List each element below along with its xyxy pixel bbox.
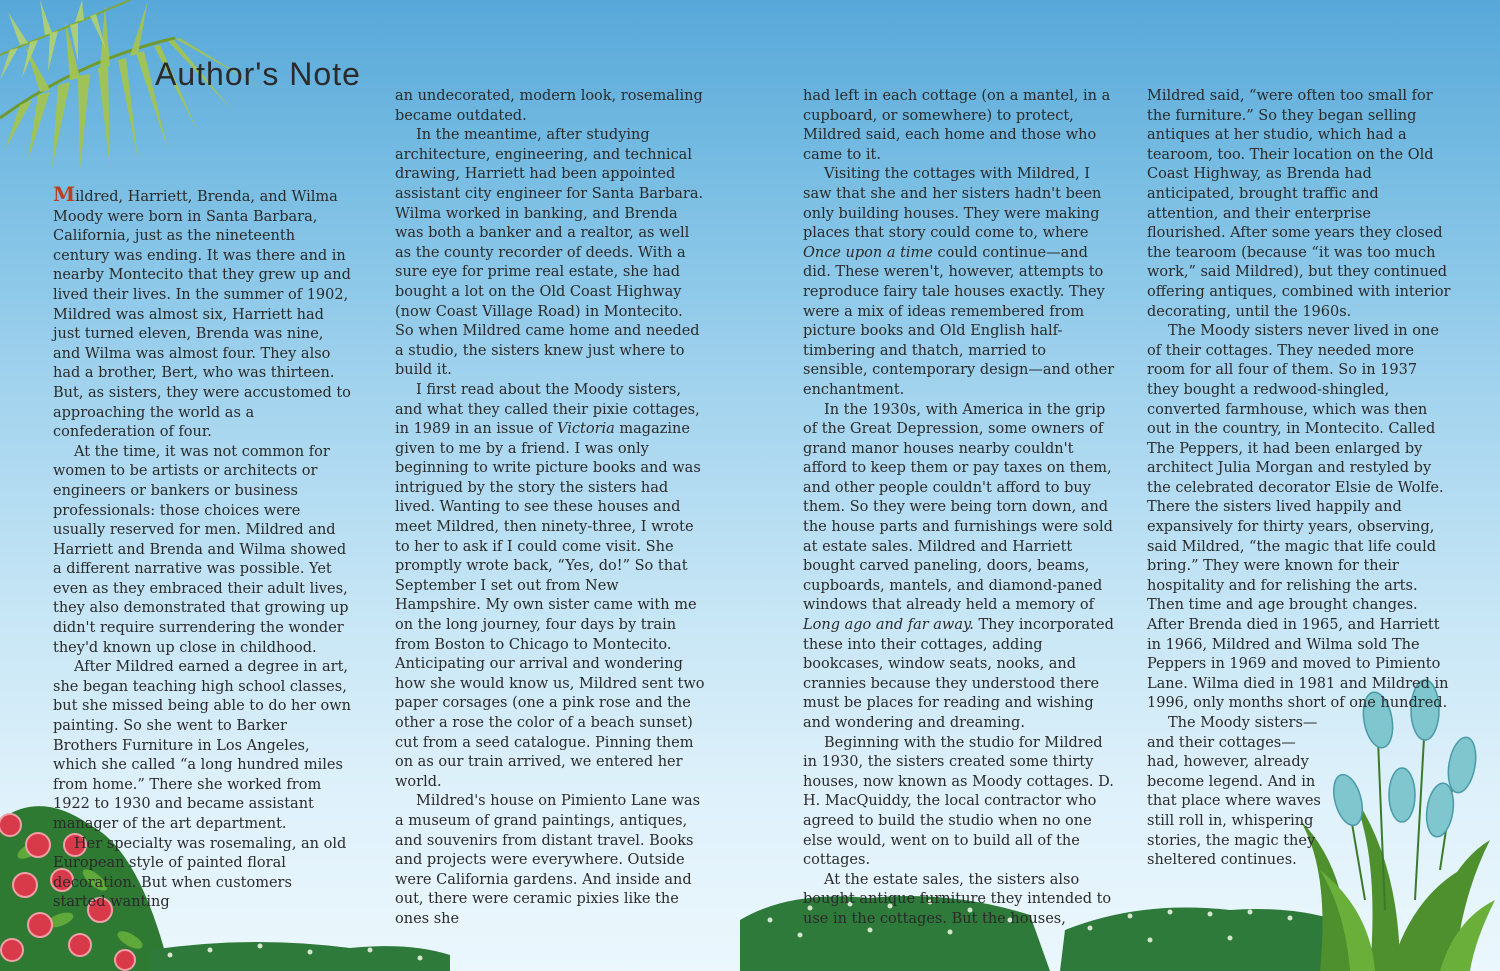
paragraph (395, 381, 705, 792)
text-column-2 (395, 87, 705, 930)
paragraph: had left in each cottage (on a mantel, in a cupboard, or somewhere) to protect, Mildred said, each home and those who came to it. (803, 88, 1111, 163)
paragraph: an undecorated, modern look, rosemaling became outdated. (395, 88, 703, 124)
magazine-title: Victoria (557, 421, 615, 438)
paragraph: Mildred's house on Pimiento Lane was a museum of grand paintings, antiques, and souvenirs from distant travel. Books and projects were everywhere. Outside were California gardens. And inside and out, there were ceramic pixies like the ones she (395, 793, 701, 927)
paragraph-text: In the 1930s, with America in the grip of the Great Depression, some owners of grand manor houses nearby couldn't afford to keep them or pay taxes on them, and other people couldn't afford to buy them. So they were being torn down, and the house parts and furnishings were sold at estate sales. Mildred and Harriett bought carved paneling, doors, beams, cupboards, mantels, and diamond-paned windows that already held a memory of (803, 401, 1113, 614)
paragraph: Beginning with the studio for Mildred in 1930, the sisters created some thirty houses, now known as Moody cottages. D. H. MacQuiddy, the local contractor who agreed to build the studio when no one else would, went on to build all of the cottages. (803, 734, 1114, 869)
paragraph-text: could continue—and did. These weren't, however, attempts to reproduce fairy tale houses exactly. They were a mix of ideas remembered from picture books and Old English half-timbering and thatch, married to sensible, contemporary design—and other enchantment. (803, 244, 1115, 398)
paragraph: In the meantime, after studying architecture, engineering, and technical drawing, Harriett had been appointed assistant city engineer for Santa Barbara. Wilma worked in banking, and Brenda was both a banker and a realtor, as well as the county recorder of deeds. With a sure eye for prime real estate, she had bought a lot on the Old Coast Highway (now Coast Village Road) in Montecito. So when Mildred came home and needed a studio, the sisters knew just where to build it. (395, 127, 704, 379)
text-column-1 (53, 182, 353, 913)
paragraph-text: They incorporated these into their cottages, adding bookcases, window seats, nooks, and crannies because they understood there must be places for reading and wishing and wondering and dreaming. (803, 617, 1114, 731)
paragraph: After Mildred earned a degree in art, she began teaching high school classes, but she missed being able to do her own painting. So she went to Barker Brothers Furniture in Los Angeles, which she called “a long hundred miles from home.” There she worked from 1922 to 1930 and became assistant manager of the art department. (53, 659, 351, 832)
paragraph (803, 401, 1115, 734)
italic-phrase: Long ago and far away. (803, 617, 974, 634)
drop-cap: M (53, 182, 76, 206)
paragraph: At the time, it was not common for women to be artists or architects or engineers or bankers or business professionals: those choices were usually reserved for men. Mildred and Harriett and Brenda and Wilma showed a different narrative was possible. Yet even as they embraced their adult lives, they also demonstrated that growing up didn't require surrendering the wonder they'd known up close in childhood. (53, 443, 349, 656)
paragraph: At the estate sales, the sisters also bought antique furniture they intended to use in the cottages. But the houses, (803, 871, 1112, 927)
paragraph-text: Visiting the cottages with Mildred, I saw that she and her sisters hadn't been only building houses. They were making places that story could come to, where (803, 166, 1102, 242)
italic-phrase: Once upon a time (803, 244, 933, 261)
paragraph (803, 165, 1115, 400)
paragraph-text: magazine given to me by a friend. I was only beginning to write picture books and was intrigued by the story the sisters had lived. Wanting to see these houses and meet Mildred, then ninety-three, I wrote to her to ask if I could come visit. She promptly wrote back, “Yes, do!” So that September I set out from New Hampshire. My own sister came with me on the long journey, four days by train from Boston to Chicago to Montecito. Anticipating our arrival and wondering how she would know us, Mildred sent two paper corsages (one a pink rose and the other a rose the color of a beach sunset) cut from a seed catalogue. Pinning them on as our train arrived, we entered her world. (395, 421, 705, 790)
paragraph: Her specialty was rosemaling, an old European style of painted floral decoration. But when customers started wanting (53, 835, 347, 911)
paragraph: Mildred said, “were often too small for the furniture.” So they began selling antiques at her studio, which had a tearoom, too. Their location on the Old Coast Highway, as Brenda had anticipated, brought traffic and attention, and their enterprise flourished. After some years they closed the tearoom (because “it was too much work,” said Mildred), but they continued offering antiques, combined with interior decorating, until the 1960s. (1147, 88, 1451, 320)
page-title: Author's Note (155, 56, 361, 92)
text-column-4 (1147, 87, 1452, 871)
paragraph: The Moody sisters never lived in one of their cottages. They needed more room for all four of them. So in 1937 they bought a redwood-shingled, converted farmhouse, which was then out in the country, in Montecito. Called The Peppers, it had been enlarged by architect Julia Morgan and restyled by the celebrated decorator Elsie de Wolfe. There the sisters lived happily and expansively for thirty years, observing, said Mildred, “the magic that life could bring.” They were known for their hospitality and for relishing the arts. Then time and age brought changes. After Brenda died in 1965, and Harriett in 1966, Mildred and Wilma sold The Peppers in 1969 and moved to Pimiento Lane. Wilma died in 1981 and Mildred in 1996, only months short of one hundred. (1147, 323, 1449, 712)
paragraph-text: ildred, Harriett, Brenda, and Wilma Moody were born in Santa Barbara, California, just as the nineteenth century was ending. It was there and in nearby Montecito that they grew up and lived their lives. In the summer of 1902, Mildred was almost six, Harriett had just turned eleven, Brenda was nine, and Wilma was almost four. They also had a brother, Bert, who was thirteen. But, as sisters, they were accustomed to approaching the world as a confederation of four. (53, 189, 351, 441)
paragraph: The Moody sisters—and their cottages—had, however, already become legend. And in that place where waves still roll in, whispering stories, the magic they sheltered continues. (1147, 715, 1321, 869)
text-column-3 (803, 87, 1115, 930)
paragraph (53, 182, 353, 443)
paragraph-text: I first read about the Moody sisters, and what they called their pixie cottages, in 1989 in an issue of (395, 381, 700, 438)
